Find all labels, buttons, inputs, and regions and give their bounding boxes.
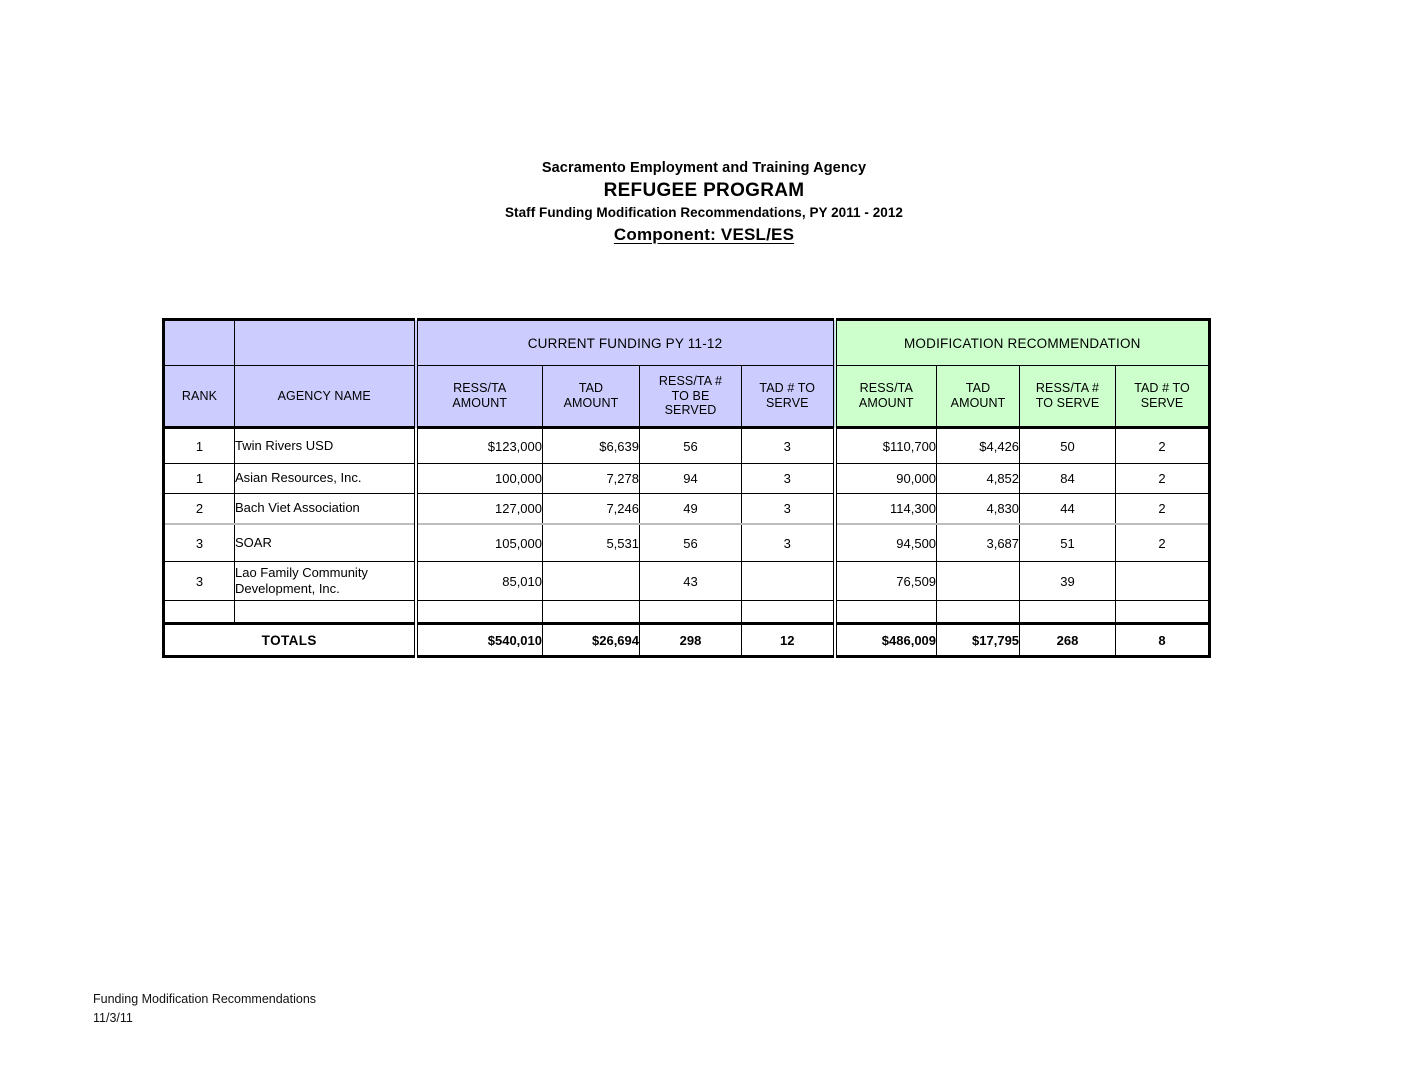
cell-cur-ress-amount: 127,000 (416, 494, 543, 525)
totals-cur-tad-serve: 12 (742, 624, 835, 657)
column-header-agency: AGENCY NAME (235, 366, 416, 428)
cell-rank: 3 (164, 562, 235, 601)
group-header-modification: MODIFICATION RECOMMENDATION (835, 320, 1210, 366)
column-header-current-ress-served (640, 366, 742, 428)
cell-mod-ress-serve: 84 (1020, 464, 1116, 494)
col-line: SERVE (765, 396, 809, 410)
col-line: SERVED (664, 403, 717, 418)
cell-rank (164, 601, 235, 624)
totals-label: TOTALS (164, 624, 416, 657)
agency-name-line1: Lao Family Community (235, 564, 368, 580)
cell-cur-tad-amount: $6,639 (543, 428, 640, 464)
column-header-mod-tad-amount (937, 366, 1020, 428)
cell-agency-name (235, 562, 416, 601)
cell-cur-tad-amount: 5,531 (543, 524, 640, 562)
cell-cur-tad-amount (543, 601, 640, 624)
cell-cur-ress-amount (416, 601, 543, 624)
table-row (164, 524, 1210, 562)
group-header-blank-rank (164, 320, 235, 366)
cell-mod-ress-serve: 51 (1020, 524, 1116, 562)
cell-cur-tad-amount: 7,246 (543, 494, 640, 525)
cell-agency-name: Bach Viet Association (235, 494, 416, 525)
cell-mod-tad-serve (1116, 562, 1210, 601)
totals-cur-ress-served: 298 (640, 624, 742, 657)
footer-date: 11/3/11 (93, 1010, 133, 1025)
cell-agency-name: Asian Resources, Inc. (235, 464, 416, 494)
cell-mod-ress-amount: 114,300 (835, 494, 937, 525)
cell-rank: 3 (164, 524, 235, 562)
cell-agency-name: Twin Rivers USD (235, 428, 416, 464)
cell-cur-ress-served: 56 (640, 524, 742, 562)
agency-name-line2: Development, Inc. (235, 581, 340, 596)
cell-cur-ress-amount: 105,000 (416, 524, 543, 562)
column-header-row (164, 366, 1210, 428)
col-line: RESS/TA # (658, 373, 723, 388)
cell-mod-ress-amount: 94,500 (835, 524, 937, 562)
col-line: RESS/TA (859, 381, 913, 396)
cell-cur-ress-amount: $123,000 (416, 428, 543, 464)
cell-mod-tad-amount (937, 601, 1020, 624)
cell-agency-name (235, 601, 416, 624)
totals-mod-tad-serve: 8 (1116, 624, 1210, 657)
cell-mod-ress-amount: $110,700 (835, 428, 937, 464)
column-header-current-tad-serve (742, 366, 835, 428)
col-line: RESS/TA # (1035, 381, 1100, 396)
col-line: TAD (965, 381, 991, 396)
funding-table-container (162, 318, 1208, 658)
column-header-current-ress-amount (416, 366, 543, 428)
totals-cur-tad-amount: $26,694 (543, 624, 640, 657)
column-header-mod-ress-amount (835, 366, 937, 428)
col-line: AMOUNT (858, 396, 914, 410)
cell-mod-ress-serve: 44 (1020, 494, 1116, 525)
totals-cur-ress-amount: $540,010 (416, 624, 543, 657)
cell-cur-tad-serve: 3 (742, 494, 835, 525)
table-row (164, 494, 1210, 525)
cell-cur-ress-served: 56 (640, 428, 742, 464)
totals-mod-tad-amount: $17,795 (937, 624, 1020, 657)
col-line: SERVE (1140, 396, 1184, 410)
cell-cur-ress-served: 43 (640, 562, 742, 601)
totals-mod-ress-serve: 268 (1020, 624, 1116, 657)
cell-mod-tad-serve: 2 (1116, 524, 1210, 562)
col-line: RESS/TA (453, 381, 507, 396)
cell-rank: 1 (164, 428, 235, 464)
cell-cur-ress-amount: 100,000 (416, 464, 543, 494)
group-header-blank-agency (235, 320, 416, 366)
column-header-mod-ress-serve (1020, 366, 1116, 428)
cell-mod-tad-amount: 3,687 (937, 524, 1020, 562)
footer-document-name: Funding Modification Recommendations (93, 992, 317, 1006)
funding-modification-table (162, 318, 1211, 658)
table-row (164, 562, 1210, 601)
cell-cur-tad-amount (543, 562, 640, 601)
agency-title: Sacramento Employment and Training Agency (541, 160, 867, 176)
col-line: AMOUNT (452, 396, 508, 410)
cell-mod-ress-serve: 39 (1020, 562, 1116, 601)
col-line: AMOUNT (563, 396, 619, 410)
column-header-mod-tad-serve (1116, 366, 1210, 428)
cell-cur-ress-served (640, 601, 742, 624)
cell-mod-tad-amount (937, 562, 1020, 601)
cell-rank: 1 (164, 464, 235, 494)
col-line: TAD # TO (1134, 381, 1190, 396)
table-row (164, 601, 1210, 624)
component-label: Component: VESL/ES (613, 224, 795, 244)
cell-cur-ress-amount: 85,010 (416, 562, 543, 601)
totals-mod-ress-amount: $486,009 (835, 624, 937, 657)
cell-mod-tad-amount: 4,830 (937, 494, 1020, 525)
col-line: TO SERVE (1035, 396, 1100, 410)
cell-cur-tad-serve: 3 (742, 524, 835, 562)
document-title-block (0, 158, 1408, 246)
cell-mod-tad-amount: $4,426 (937, 428, 1020, 464)
col-line: TAD (578, 381, 604, 396)
totals-row (164, 624, 1210, 657)
cell-mod-tad-serve: 2 (1116, 464, 1210, 494)
col-line: AMOUNT (950, 396, 1006, 410)
cell-mod-ress-amount: 76,509 (835, 562, 937, 601)
cell-mod-ress-serve (1020, 601, 1116, 624)
cell-cur-ress-served: 49 (640, 494, 742, 525)
group-header-current-funding: CURRENT FUNDING PY 11-12 (416, 320, 835, 366)
cell-mod-tad-amount: 4,852 (937, 464, 1020, 494)
cell-mod-ress-amount (835, 601, 937, 624)
cell-mod-ress-amount: 90,000 (835, 464, 937, 494)
cell-mod-ress-serve: 50 (1020, 428, 1116, 464)
table-row (164, 464, 1210, 494)
cell-cur-tad-serve (742, 562, 835, 601)
col-line: TAD # TO (759, 381, 816, 396)
cell-mod-tad-serve: 2 (1116, 428, 1210, 464)
column-header-current-tad-amount (543, 366, 640, 428)
cell-mod-tad-serve: 2 (1116, 494, 1210, 525)
table-row (164, 428, 1210, 464)
column-header-rank: RANK (164, 366, 235, 428)
cell-cur-tad-amount: 7,278 (543, 464, 640, 494)
cell-cur-tad-serve: 3 (742, 428, 835, 464)
cell-cur-tad-serve (742, 601, 835, 624)
program-title: REFUGEE PROGRAM (603, 180, 805, 201)
cell-cur-tad-serve: 3 (742, 464, 835, 494)
component-title (0, 223, 1408, 246)
cell-cur-ress-served: 94 (640, 464, 742, 494)
col-line: TO BE (671, 388, 710, 403)
page-footer (93, 990, 316, 1028)
group-header-row (164, 320, 1210, 366)
cell-rank: 2 (164, 494, 235, 525)
cell-agency-name: SOAR (235, 524, 416, 562)
document-subtitle: Staff Funding Modification Recommendations, PY 2011 - 2012 (505, 205, 903, 221)
cell-mod-tad-serve (1116, 601, 1210, 624)
